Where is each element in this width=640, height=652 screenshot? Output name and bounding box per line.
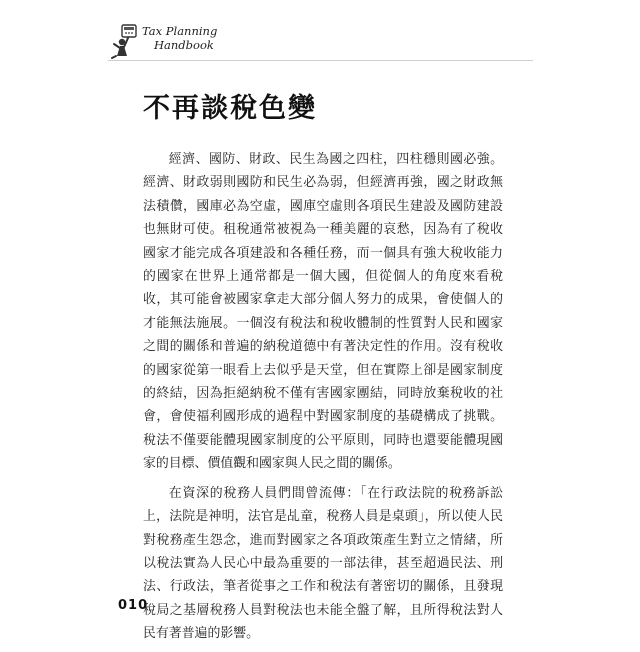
chapter-title: 不再談稅色變 (143, 93, 317, 124)
header-line-1: Tax Planning (142, 24, 218, 38)
header-text (142, 24, 217, 52)
header-divider (108, 60, 533, 61)
paragraph-1: 經濟、國防、財政、民生為國之四柱，四柱穩則國必強。經濟、財政弱則國防和民生必為弱，但經濟再強，國之財政無法積儹，國庫必為空虛，國庫空虛則各項民生建設及國防建設也無財可使。租稅通常被視為一種美麗的哀愁，因為有了稅收國家才能完成各項建設和各種任務，而一個具有強大稅收能力的國家在世界上通常都是一個大國，但從個人的角度來看稅收，其可能會被國家拿走大部分個人努力的成果，會使個人的才能無法施展。一個沒有稅法和稅收體制的性質對人民和國家之間的關係和普遍的納稅道德中有著決定性的作用。沒有稅收的國家從第一眼看上去似乎是天堂，但在實際上卻是國家制度的終結，因為拒絕納稅不僅有害國家團結，同時放棄稅收的社會，會使福利國形成的過程中對國家制度的基礎構成了挑戰。稅法不僅要能體現國家制度的公平原則，同時也還要能體現國家的目標、價值觀和國家與人民之間的關係。 (143, 152, 503, 472)
figure-with-calculator-icon (108, 22, 146, 60)
paragraph-2: 在資深的稅務人員們間曾流傳：「在行政法院的稅務訴訟上，法院是神明，法官是乩童，稅務人員是桌頭」，所以使人民對稅務產生怨念，進而對國家之各項政策產生對立之情緒，所以稅法實為人民心中最為重要的一部法律，甚至超過民法、刑法、行政法，筆者從事之工作和稅法有著密切的關係，且發現稅局之基層稅務人員對稅法也未能全盤了解，且所得稅法對人民有著普遍的影響。 (143, 485, 503, 642)
header-line-2: Handbook (154, 38, 214, 52)
page-number: 010 (118, 598, 149, 613)
running-header (108, 22, 248, 62)
body-text (143, 148, 503, 652)
